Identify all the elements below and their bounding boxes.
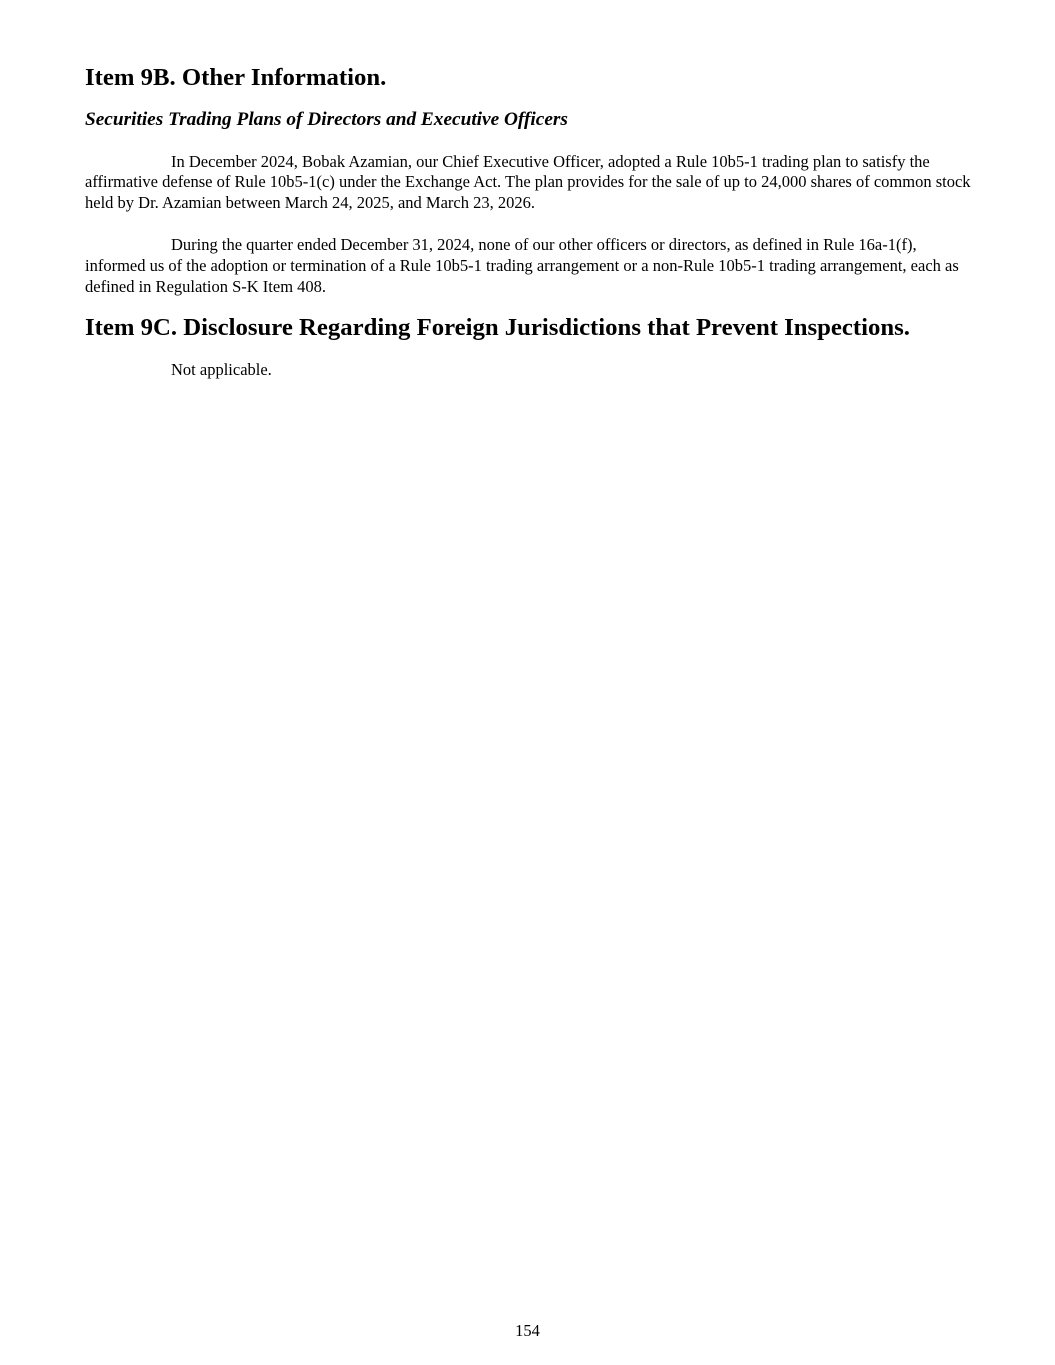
trading-plans-subheading: Securities Trading Plans of Directors and Executive Officers: [85, 108, 568, 130]
spacer: [85, 214, 975, 235]
page-number: 154: [515, 1321, 540, 1340]
item-9c-heading: Item 9C. Disclosure Regarding Foreign Jurisdictions that Prevent Inspections.: [85, 314, 910, 342]
spacer: [85, 339, 975, 360]
document-body: [85, 64, 975, 381]
ceo-trading-plan-paragraph: In December 2024, Bobak Azamian, our Chief Executive Officer, adopted a Rule 10b5-1 trading plan to satisfy the affirmative defense of Rule 10b5-1(c) under the Exchange Act. The plan provides for the sale of up to 24,000 shares of common stock held by Dr. Azamian between March 24, 2025, and March 23, 2026.: [85, 151, 971, 213]
item-9b-heading: Item 9B. Other Information.: [85, 64, 387, 91]
spacer: [85, 89, 975, 110]
other-officers-paragraph: During the quarter ended December 31, 2024, none of our other officers or directors, as defined in Rule 16a-1(f), informed us of the adoption or termination of a Rule 10b5-1 trading arrangement or a non-Rule 10b5-1 trading arrangement, each as defined in Regulation S-K Item 408.: [85, 234, 959, 296]
not-applicable-text: Not applicable.: [171, 360, 272, 380]
spacer: [85, 131, 975, 152]
